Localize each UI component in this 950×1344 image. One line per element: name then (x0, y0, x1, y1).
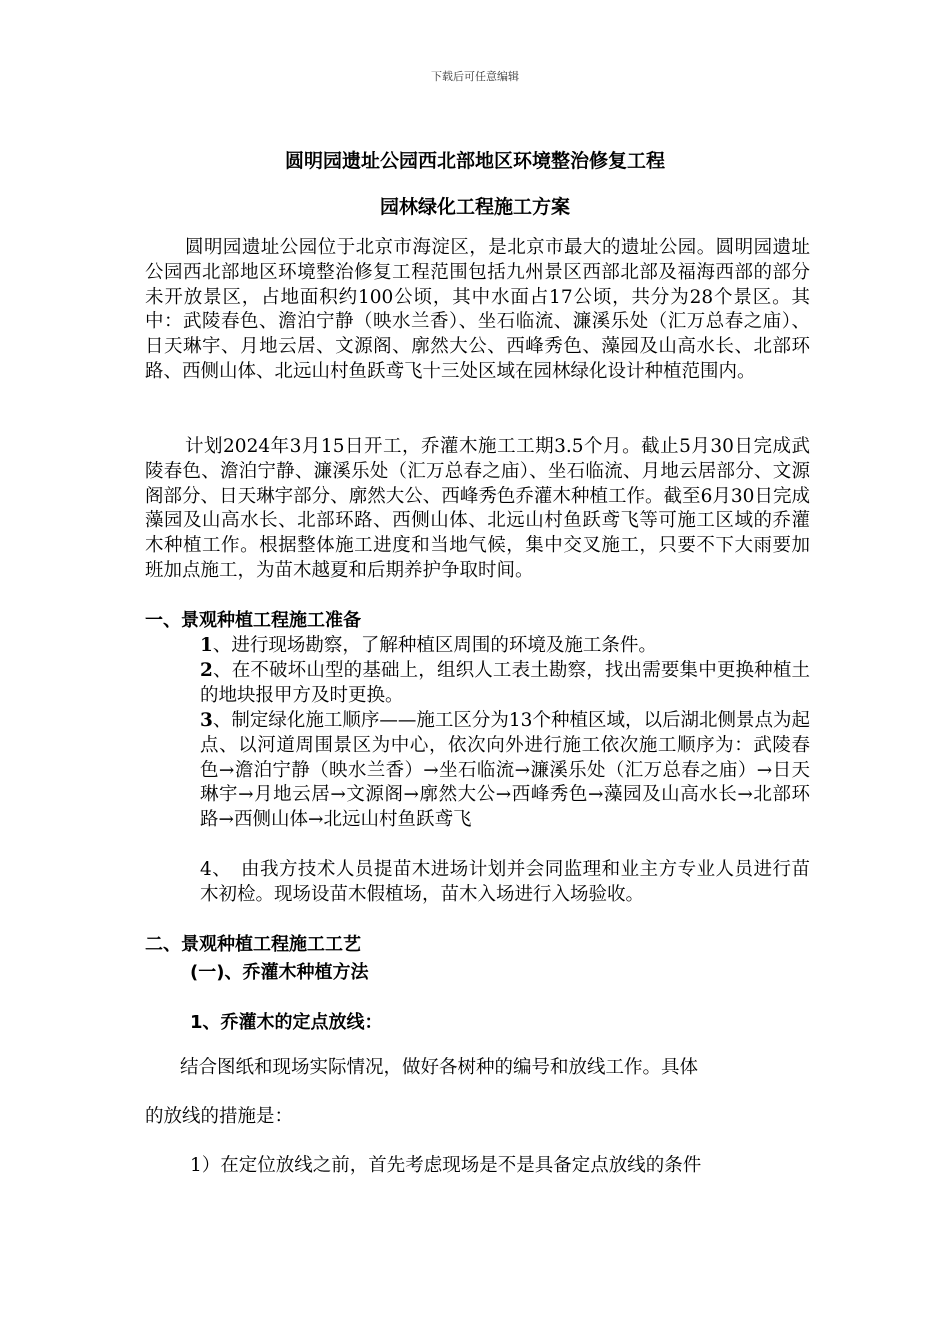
section2-heading: 二、景观种植工程施工工艺 (145, 934, 361, 955)
subsection-heading: (一)、乔灌木种植方法 (190, 962, 369, 983)
prep-item-4 (200, 858, 810, 908)
prep-item-2 (200, 659, 810, 709)
prep-item-text: 、在不破坏山型的基础上，组织人工表土勘察，找出需要集中更换种植土的地块报甲方及时更换。 (200, 660, 810, 706)
method-paragraph-line1: 结合图纸和现场实际情况，做好各树种的编号和放线工作。具体 (180, 1057, 699, 1078)
intro-paragraph-1: 圆明园遗址公园位于北京市海淀区，是北京市最大的遗址公园。圆明园遗址公园西北部地区环境整治修复工程范围包括九州景区西部北部及福海西部的部分未开放景区，占地面积约100公顷，其中水面占17公顷，共分为28个景区。其中：武陵春色、澹泊宁静（映水兰香）、坐石临流、濂溪乐处（汇万总春之庙）、日天琳宇、月地云居、文源阁、廓然大公、西峰秀色、藻园及山高水长、北部环路、西侧山体、北远山村鱼跃鸢飞十三处区域在园林绿化设计种植范围内。 (145, 237, 810, 382)
prep-item-number: 1 (200, 635, 213, 656)
prep-item-1 (200, 634, 810, 659)
prep-item-number: 2 (200, 660, 213, 681)
prep-item-text: 、进行现场勘察，了解种植区周围的环境及施工条件。 (212, 635, 657, 656)
prep-item-text: 、制定绿化施工顺序——施工区分为13个种植区域，以后湖北侧景点为起点、以河道周围景区为中心，依次向外进行施工依次施工顺序为：武陵春色→澹泊宁静（映水兰香）→坐石临流→濂溪乐处（汇万总春之庙）→日天琳宇→月地云居→文源阁→廓然大公→西峰秀色→藻园及山高水长→北部环路→西侧山体→北远山村鱼跃鸢飞 (200, 710, 810, 831)
method-paragraph-line2: 的放线的措施是： (145, 1106, 294, 1127)
prep-item-number: 3 (200, 710, 213, 731)
prep-item-number: 4 (200, 859, 212, 880)
method-step-1: 1）在定位放线之前，首先考虑现场是不是具备定点放线的条件 (190, 1155, 702, 1176)
page-header: 下载后可任意编辑 (431, 70, 519, 83)
document-title-line1: 圆明园遗址公园西北部地区环境整治修复工程 (284, 150, 665, 172)
section1-heading: 一、景观种植工程施工准备 (145, 610, 361, 631)
prep-item-text: 、 由我方技术人员提苗木进场计划并会同监理和业主方专业人员进行苗木初检。现场设苗木假植场，苗木入场进行入场验收。 (200, 859, 810, 905)
intro-paragraph-2: 计划2024年3月15日开工，乔灌木施工工期3.5个月。截止5月30日完成武陵春色、澹泊宁静、濂溪乐处（汇万总春之庙）、坐石临流、月地云居部分、文源阁部分、日天琳宇部分、廓然大公、西峰秀色乔灌木种植工作。截至6月30日完成藻园及山高水长、北部环路、西侧山体、北远山村鱼跃鸢飞等可施工区域的乔灌木种植工作。根据整体施工进度和当地气候，集中交叉施工，只要不下大雨要加班加点施工，为苗木越夏和后期养护争取时间。 (145, 436, 810, 581)
subsubsection-heading: 1、乔灌木的定点放线： (190, 1012, 383, 1033)
document-title-line2: 园林绿化工程施工方案 (379, 196, 570, 218)
prep-item-3 (200, 709, 810, 833)
